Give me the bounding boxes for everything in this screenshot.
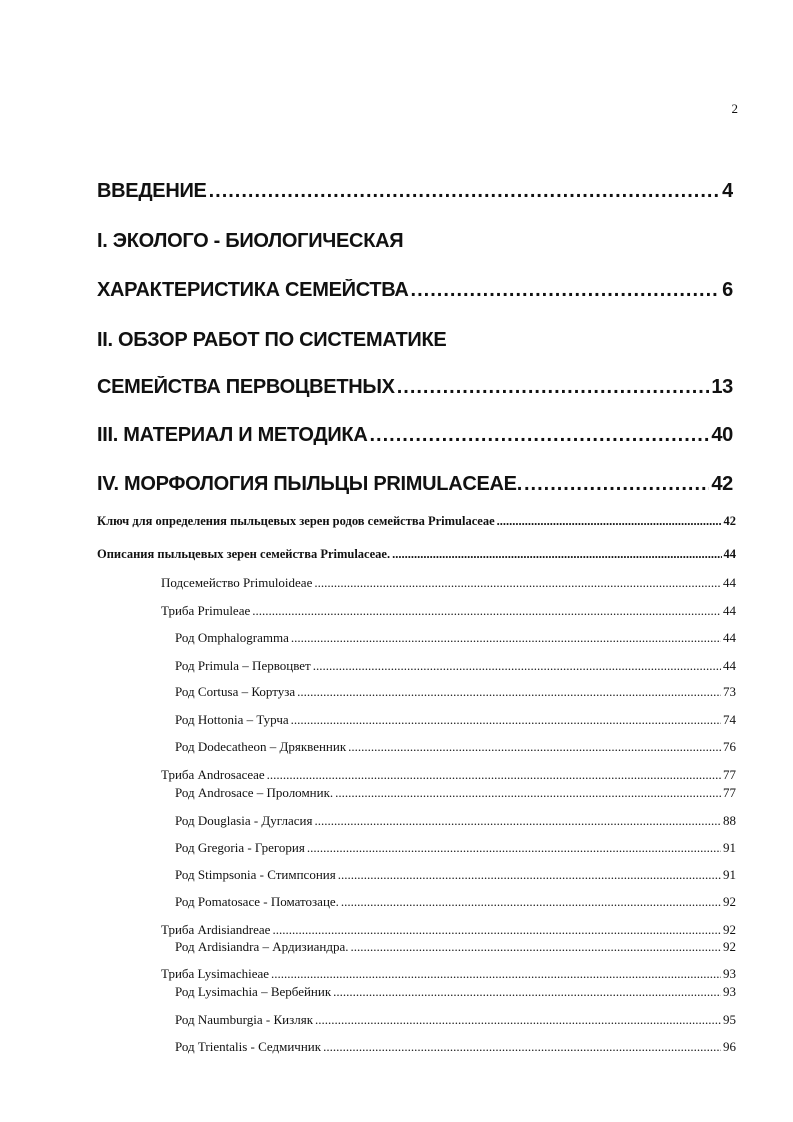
toc-entry-page: 42 [723, 514, 736, 528]
toc-entry-page: 77 [723, 767, 736, 782]
dot-leader [267, 767, 721, 783]
toc-entry-title: Род Trientalis - Седмичник [175, 1039, 322, 1054]
toc-entry-genus[interactable] [175, 785, 736, 805]
toc-entry-page: 44 [723, 658, 736, 673]
toc-entry-title: Подсемейство Primuloideae [161, 575, 313, 590]
toc-entry-genus[interactable] [175, 984, 736, 1004]
toc-entry-page: 93 [723, 966, 736, 981]
toc-entry-subfamily[interactable] [161, 575, 736, 595]
toc-entry-genus[interactable] [175, 712, 736, 732]
toc-chapter-2-line-1: II. ОБЗОР РАБОТ ПО СИСТЕМАТИКЕ [97, 329, 447, 351]
toc-entry-page: 91 [723, 840, 736, 855]
toc-entry-page: 74 [723, 712, 736, 727]
toc-entry-page: 88 [723, 813, 736, 828]
toc-entry-page: 44 [723, 547, 736, 561]
toc-entry-tribe[interactable] [161, 767, 736, 787]
toc-entry-chapter-1[interactable] [97, 279, 733, 313]
toc-entry-title: Ключ для определения пыльцевых зерен родов семейства Primulaceae [97, 514, 495, 528]
dot-leader [397, 376, 710, 399]
dot-leader [351, 939, 721, 955]
toc-entry-title: Род Ardisiandra – Ардизиандра. [175, 939, 349, 954]
toc-entry-tribe[interactable] [161, 966, 736, 986]
toc-entry-key[interactable] [97, 514, 736, 534]
toc-entry-title: Род Stimpsonia - Стимпсония [175, 867, 336, 882]
dot-leader [291, 630, 721, 646]
toc-entry-title: Род Naumburgia - Кизляк [175, 1012, 314, 1027]
toc-entry-page: 13 [711, 376, 733, 398]
toc-entry-genus[interactable] [175, 867, 736, 887]
toc-entry-title: Описания пыльцевых зерен семейства Primulaceae. [97, 547, 391, 561]
dot-leader [314, 575, 721, 591]
toc-entry-page: 91 [723, 867, 736, 882]
toc-entry-genus[interactable] [175, 684, 736, 704]
toc-entry-page: 77 [723, 785, 736, 800]
toc-entry-page: 92 [723, 939, 736, 954]
toc-entry-title: Род Primula – Первоцвет [175, 658, 311, 673]
dot-leader [348, 739, 721, 755]
dot-leader [369, 424, 709, 447]
toc-entry-genus[interactable] [175, 658, 736, 678]
dot-leader [524, 473, 709, 496]
toc-entry-genus[interactable] [175, 1012, 736, 1032]
toc-entry-genus[interactable] [175, 739, 736, 759]
toc-entry-genus[interactable] [175, 939, 736, 959]
toc-entry-title: III. МАТЕРИАЛ И МЕТОДИКА [97, 424, 368, 446]
dot-leader [252, 603, 721, 619]
toc-entry-genus[interactable] [175, 840, 736, 860]
toc-entry-title: Род Pomatosace - Поматозаце. [175, 894, 339, 909]
toc-entry-page: 95 [723, 1012, 736, 1027]
toc-entry-chapter-3[interactable] [97, 424, 733, 458]
toc-entry-descriptions[interactable] [97, 547, 736, 567]
toc-entry-page: 44 [723, 603, 736, 618]
toc-entry-page: 40 [711, 424, 733, 446]
toc-entry-genus[interactable] [175, 894, 736, 914]
toc-entry-page: 92 [723, 894, 736, 909]
toc-entry-page: 96 [723, 1039, 736, 1054]
toc-entry-genus[interactable] [175, 813, 736, 833]
toc-entry-title: Триба Androsaceae [161, 767, 265, 782]
dot-leader [297, 684, 721, 700]
toc-entry-title: СЕМЕЙСТВА ПЕРВОЦВЕТНЫХ [97, 376, 395, 398]
toc-entry-chapter-4[interactable] [97, 473, 733, 507]
toc-entry-title: ВВЕДЕНИЕ [97, 180, 207, 202]
toc-entry-page: 44 [723, 575, 736, 590]
toc-entry-title: Род Androsace – Проломник. [175, 785, 334, 800]
dot-leader [338, 867, 721, 883]
toc-entry-title: Род Cortusa – Кортуза [175, 684, 296, 699]
page-number: 2 [731, 101, 738, 116]
dot-leader [209, 180, 721, 203]
dot-leader [315, 1012, 721, 1028]
toc-entry-genus[interactable] [175, 1039, 736, 1059]
dot-leader [314, 813, 721, 829]
dot-leader [392, 547, 721, 562]
dot-leader [341, 894, 721, 910]
toc-entry-title: ХАРАКТЕРИСТИКА СЕМЕЙСТВА [97, 279, 409, 301]
dot-leader [272, 922, 721, 938]
dot-leader [323, 1039, 721, 1055]
dot-leader [411, 279, 721, 302]
toc-entry-title: Род Lysimachia – Вербейник [175, 984, 332, 999]
toc-entry-page: 4 [722, 180, 733, 202]
toc-entry-page: 42 [711, 473, 733, 495]
toc-entry-title: Род Douglasia - Дугласия [175, 813, 313, 828]
toc-chapter-1-line-1: I. ЭКОЛОГО - БИОЛОГИЧЕСКАЯ [97, 230, 404, 252]
toc-entry-page: 73 [723, 684, 736, 699]
dot-leader [335, 785, 721, 801]
toc-entry-title: Триба Lysimachieae [161, 966, 270, 981]
dot-leader [271, 966, 721, 982]
toc-entry-chapter-2[interactable] [97, 376, 733, 410]
dot-leader [333, 984, 721, 1000]
toc-entry-tribe[interactable] [161, 603, 736, 623]
toc-entry-title: Триба Primuleae [161, 603, 251, 618]
toc-entry-title: Триба Ardisiandreae [161, 922, 271, 937]
toc-entry-page: 76 [723, 739, 736, 754]
dot-leader [307, 840, 721, 856]
toc-entry-title: Род Hottonia – Турча [175, 712, 289, 727]
toc-entry-page: 92 [723, 922, 736, 937]
dot-leader [291, 712, 721, 728]
dot-leader [497, 514, 722, 529]
toc-entry-intro[interactable] [97, 180, 733, 214]
toc-entry-title: Род Gregoria - Грегория [175, 840, 305, 855]
toc-entry-title: Род Omphalogramma [175, 630, 289, 645]
toc-entry-title: Род Dodecatheon – Дряквенник [175, 739, 347, 754]
toc-entry-title: IV. МОРФОЛОГИЯ ПЫЛЬЦЫ PRIMULACEAE. [97, 473, 522, 495]
dot-leader [313, 658, 721, 674]
toc-entry-page: 6 [722, 279, 733, 301]
toc-entry-page: 44 [723, 630, 736, 645]
toc-entry-page: 93 [723, 984, 736, 999]
toc-entry-genus[interactable] [175, 630, 736, 650]
